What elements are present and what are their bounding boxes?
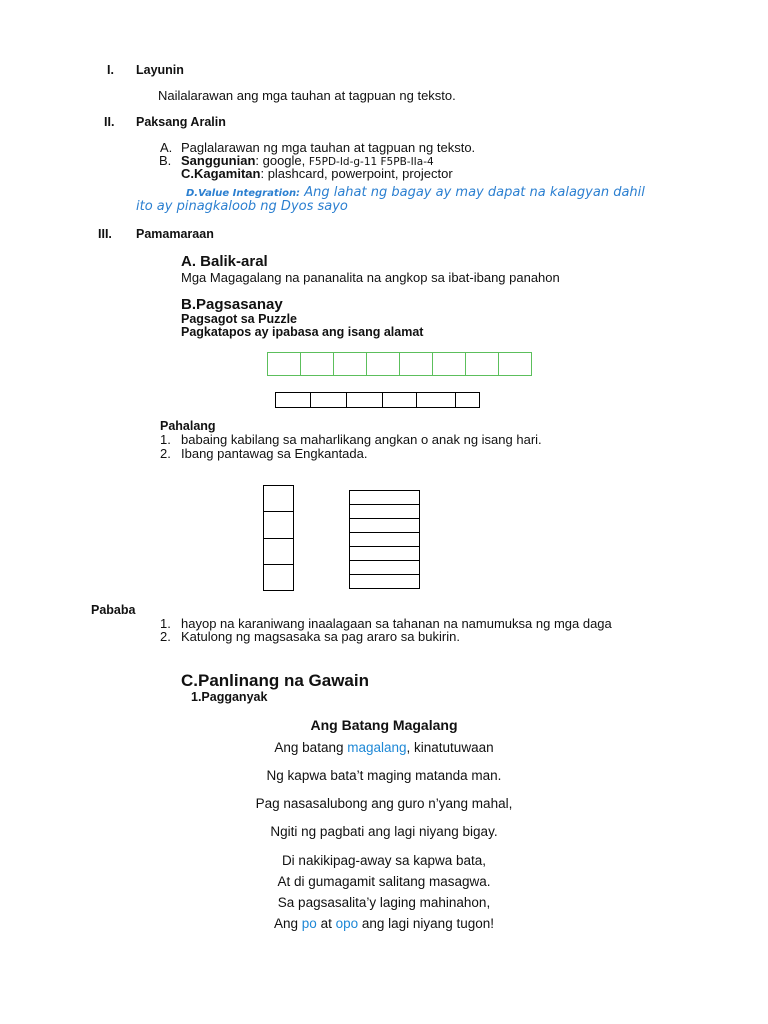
- puzzle-cell[interactable]: [349, 574, 420, 589]
- section-1-number: I.: [107, 63, 114, 77]
- puzzle-cell[interactable]: [263, 511, 294, 539]
- poem-title: Ang Batang Magalang: [310, 717, 458, 733]
- poem-line-8-a: Ang: [274, 916, 302, 931]
- poem-line-3: Pag nasasalubong ang guro n’yang mahal,: [255, 796, 513, 811]
- pababa-item-1-text: hayop na karaniwang inaalagaan sa tahanan na namumuksa ng mga daga: [181, 616, 612, 631]
- poem-line-8: [0, 916, 768, 931]
- pahalang-title: Pahalang: [160, 419, 216, 433]
- puzzle-column-2: [349, 491, 420, 589]
- poem-highlight-opo: opo: [335, 916, 359, 931]
- poem-line-8-e: ang lagi niyang tugon!: [358, 916, 494, 931]
- puzzle-row-green: [268, 352, 532, 376]
- puzzle-cell[interactable]: [263, 485, 294, 512]
- puzzle-cell[interactable]: [349, 532, 420, 547]
- pagsasanay-sub-2: Pagkatapos ay ipabasa ang isang alamat: [181, 325, 424, 339]
- section-2-number: II.: [104, 115, 115, 129]
- puzzle-cell[interactable]: [416, 392, 456, 408]
- item-a-text: Paglalarawan ng mga tauhan at tagpuan ng teksto.: [181, 140, 476, 155]
- section-1-body: Nailalarawan ang mga tauhan at tagpuan ng teksto.: [158, 88, 456, 103]
- puzzle-cell[interactable]: [267, 352, 301, 376]
- value-integration-line: [186, 181, 645, 200]
- balik-aral-title: A. Balik-aral: [181, 253, 268, 270]
- value-integration-text-2: ito ay pinagkaloob ng Dyos sayo: [136, 199, 348, 214]
- puzzle-cell[interactable]: [333, 352, 367, 376]
- pababa-item-2-text: Katulong ng magsasaka sa pag araro sa bukirin.: [181, 629, 460, 644]
- puzzle-cell[interactable]: [349, 546, 420, 561]
- pababa-title: Pababa: [91, 603, 136, 617]
- puzzle-cell[interactable]: [346, 392, 383, 408]
- pagsasanay-title: B.Pagsasanay: [181, 296, 283, 313]
- kagamitan-label: C.Kagamitan: [181, 166, 261, 181]
- puzzle-cell[interactable]: [349, 490, 420, 505]
- puzzle-cell[interactable]: [310, 392, 347, 408]
- section-2-title: Paksang Aralin: [136, 115, 226, 129]
- poem-line-1: [0, 740, 768, 755]
- puzzle-row-black: [276, 392, 480, 408]
- puzzle-cell[interactable]: [300, 352, 334, 376]
- pahalang-item-2-num: 2.: [160, 446, 171, 461]
- pahalang-item-1-text: babaing kabilang sa maharlikang angkan o anak ng isang hari.: [181, 432, 542, 447]
- value-integration-text: Ang lahat ng bagay ay may dapat na kalagyan dahil: [300, 185, 645, 200]
- pagsasanay-sub-1: Pagsagot sa Puzzle: [181, 312, 298, 326]
- puzzle-cell[interactable]: [432, 352, 466, 376]
- puzzle-cell[interactable]: [349, 560, 420, 575]
- puzzle-cell[interactable]: [349, 518, 420, 533]
- poem-highlight-magalang: magalang: [347, 740, 407, 755]
- puzzle-column-1: [263, 486, 294, 591]
- item-b-letter: B.: [159, 153, 172, 168]
- sanggunian-label: Sanggunian: [181, 153, 256, 168]
- poem-line-1-a: Ang batang: [274, 740, 348, 755]
- puzzle-cell[interactable]: [399, 352, 433, 376]
- poem-line-7: Sa pagsasalita’y laging mahinahon,: [277, 895, 491, 910]
- item-c-line: [181, 166, 453, 181]
- pagganyak-subtitle: 1.Pagganyak: [191, 690, 268, 704]
- section-3-number: III.: [98, 227, 112, 241]
- balik-aral-body: Mga Magagalang na pananalita na angkop sa ibat-ibang panahon: [181, 270, 560, 285]
- puzzle-cell[interactable]: [275, 392, 311, 408]
- poem-line-4: Ngiti ng pagbati ang lagi niyang bigay.: [270, 824, 498, 839]
- pahalang-item-2-text: Ibang pantawag sa Engkantada.: [181, 446, 368, 461]
- poem-line-8-c: at: [316, 916, 336, 931]
- sanggunian-text: : google,: [255, 153, 309, 168]
- item-a-letter: A.: [160, 140, 173, 155]
- value-integration-label: D.Value Integration:: [186, 188, 301, 199]
- puzzle-cell[interactable]: [366, 352, 400, 376]
- section-1-title: Layunin: [136, 63, 184, 77]
- pababa-item-2-num: 2.: [160, 629, 171, 644]
- puzzle-cell[interactable]: [498, 352, 532, 376]
- poem-line-1-c: , kinatutuwaan: [406, 740, 494, 755]
- section-3-title: Pamamaraan: [136, 227, 214, 241]
- poem-line-2: Ng kapwa bata’t maging matanda man.: [266, 768, 502, 783]
- puzzle-cell[interactable]: [263, 564, 294, 591]
- pahalang-item-1-num: 1.: [160, 432, 171, 447]
- sanggunian-codes: F5PD-Id-g-11 F5PB-IIa-4: [308, 156, 434, 168]
- panlinang-title: C.Panlinang na Gawain: [181, 671, 369, 690]
- pababa-item-1-num: 1.: [160, 616, 171, 631]
- puzzle-cell[interactable]: [349, 504, 420, 519]
- puzzle-cell[interactable]: [455, 392, 480, 408]
- poem-line-5: Di nakikipag-away sa kapwa bata,: [281, 853, 487, 868]
- poem-line-6: At di gumagamit salitang masagwa.: [277, 874, 491, 889]
- poem-highlight-po: po: [301, 916, 317, 931]
- kagamitan-text: : plashcard, powerpoint, projector: [260, 166, 453, 181]
- puzzle-cell[interactable]: [382, 392, 417, 408]
- puzzle-cell[interactable]: [465, 352, 499, 376]
- puzzle-cell[interactable]: [263, 538, 294, 565]
